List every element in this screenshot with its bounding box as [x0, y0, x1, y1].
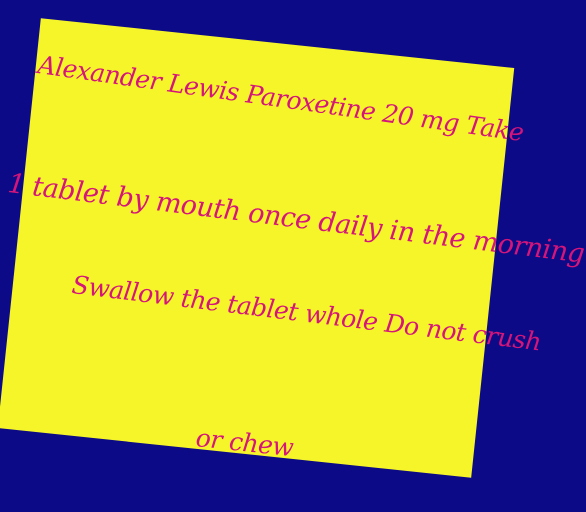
label-line-2: 1 tablet by mouth once daily in the morning — [6, 168, 586, 270]
label-line-4: or chew — [194, 423, 295, 463]
label-line-1: Alexander Lewis Paroxetine 20 mg Take — [35, 50, 526, 148]
label-line-3: Swallow the tablet whole Do not crush — [70, 270, 543, 357]
